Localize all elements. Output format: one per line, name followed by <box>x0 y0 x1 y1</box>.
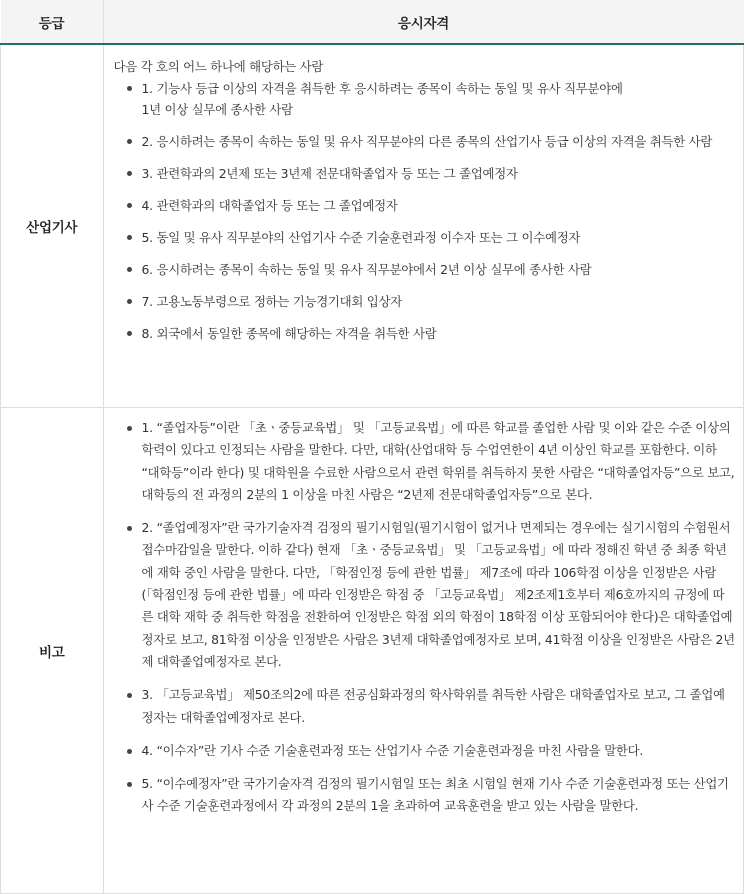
header-qualification: 응시자격 <box>103 0 744 44</box>
list-item: 2. “졸업예정자”란 국가기술자격 검정의 필기시험일(필기시험이 없거나 면제되는 경우에는 실기시험의 수험원서 접수마감일을 말한다. 이하 같다) 현재 「초ㆍ중등교육법」 및 「고등교육법」에 따라 정해진 학년 중 최종 학년에 재학 중인 사람을 말한다. 다만, 「학점인정 등에 관한 법률」 제7조에 따라 106학점 이상을 인정받은 사람(「학점인정 등에 관한 법률」에 따라 인정받은 학점 중 「고등교육법」 제2조제1호부터 제6호까지의 규정에 따른 대학 재학 중 취득한 학점을 전환하여 인정받은 학점 외의 학점이 18학점 이상 포함되어야 한다)은 대학졸업예정자로 보고, 81학점 이상을 인정받은 사람은 3년제 대학졸업예정자로 보며, 41학점 이상을 인정받은 사람은 2년제 대학졸업예정자로 본다. <box>142 517 736 673</box>
list-item: 1. “졸업자등”이란 「초ㆍ중등교육법」 및 「고등교육법」에 따른 학교를 졸업한 사람 및 이와 같은 수준 이상의 학력이 있다고 인정되는 사람을 말한다. 다만, 대학(산업대학 등 수업연한이 4년 이상인 학교를 포함한다. 이하 “대학등”이라 한다) 및 대학원을 수료한 사람으로서 관련 학위를 취득하지 못한 사람은 “대학졸업자등”으로 보고, 대학등의 전 과정의 2분의 1 이상을 마친 사람은 “2년제 전문대학졸업자등”으로 본다. <box>142 417 736 506</box>
header-row <box>1 0 744 44</box>
list-item: 4. “이수자”란 기사 수준 기술훈련과정 또는 산업기사 수준 기술훈련과정을 마친 사람을 말한다. <box>142 740 736 762</box>
list-item: 1. 기능사 등급 이상의 자격을 취득한 후 응시하려는 종목이 속하는 동일 및 유사 직무분야에 1년 이상 실무에 종사한 사람 <box>142 78 736 120</box>
remarks-list <box>114 417 736 818</box>
list-item: 6. 응시하려는 종목이 속하는 동일 및 유사 직무분야에서 2년 이상 실무에 종사한 사람 <box>142 259 736 280</box>
list-item: 5. “이수예정자”란 국가기술자격 검정의 필기시험일 또는 최초 시험일 현재 기사 수준 기술훈련과정 또는 산업기사 수준 기술훈련과정에서 각 과정의 2분의 1을 초과하여 교육훈련을 받고 있는 사람을 말한다. <box>142 773 736 818</box>
table-row <box>1 408 744 894</box>
remarks-label: 비고 <box>1 408 104 894</box>
list-item: 2. 응시하려는 종목이 속하는 동일 및 유사 직무분야의 다른 종목의 산업기사 등급 이상의 자격을 취득한 사람 <box>142 131 736 152</box>
list-item: 7. 고용노동부령으로 정하는 기능경기대회 입상자 <box>142 291 736 312</box>
header-grade: 등급 <box>1 0 104 44</box>
table-row <box>1 44 744 408</box>
remarks-content <box>103 408 744 894</box>
requirements-intro: 다음 각 호의 어느 하나에 해당하는 사람 <box>113 59 324 74</box>
list-item: 5. 동일 및 유사 직무분야의 산업기사 수준 기술훈련과정 이수자 또는 그 이수예정자 <box>142 227 736 248</box>
requirements-list <box>114 78 736 344</box>
list-item: 4. 관련학과의 대학졸업자 등 또는 그 졸업예정자 <box>142 195 736 216</box>
list-item: 3. 「고등교육법」 제50조의2에 따른 전공심화과정의 학사학위를 취득한 사람은 대학졸업자로 보고, 그 졸업예정자는 대학졸업예정자로 본다. <box>142 684 736 729</box>
grade-label-industrial-engineer: 산업기사 <box>1 44 104 408</box>
industrial-engineer-requirements <box>103 44 744 408</box>
list-item: 3. 관련학과의 2년제 또는 3년제 전문대학졸업자 등 또는 그 졸업예정자 <box>142 163 736 184</box>
list-item: 8. 외국에서 동일한 종목에 해당하는 자격을 취득한 사람 <box>142 323 736 344</box>
